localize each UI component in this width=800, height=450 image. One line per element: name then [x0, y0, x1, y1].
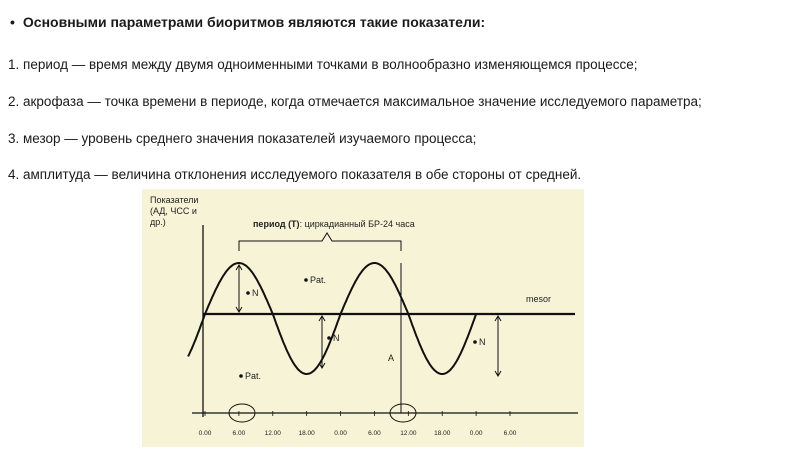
marker-pat-top-dot — [304, 278, 308, 282]
biorhythm-figure — [142, 189, 584, 447]
definition-acrophase: 2. акрофаза — точка времени в периоде, когда отмечается максимальное значение исследуемого параметра; — [8, 94, 702, 109]
x-tick-label: 0.00 — [469, 430, 483, 437]
y-axis-label-line-1: Показатели — [150, 195, 199, 205]
acrophase-label: A — [388, 353, 395, 363]
heading-bullet: • — [10, 14, 15, 30]
marker-n1-label: N — [252, 288, 259, 298]
heading — [10, 14, 485, 30]
period-label — [253, 219, 415, 229]
x-tick-label: 6.00 — [368, 430, 381, 437]
period-label-bold: период (Т) — [253, 219, 300, 229]
x-tick-label: 0.00 — [334, 430, 347, 437]
marker-n2-label: N — [333, 333, 340, 343]
marker-n1-dot — [246, 291, 250, 295]
x-tick-label: 18.00 — [434, 430, 451, 437]
y-axis-label-line-3: др.) — [150, 217, 166, 227]
biorhythm-chart — [142, 189, 584, 447]
marker-pat-bottom-label: Pat. — [245, 371, 262, 381]
heading-text: Основными параметрами биоритмов являются такие показатели: — [22, 14, 486, 30]
definition-period: 1. период — время между двумя одноименными точками в волнообразно изменяющемся процессе; — [8, 57, 638, 72]
mesor-label: mesor — [526, 294, 552, 304]
definition-amplitude: 4. амплитуда — величина отклонения исследуемого показателя в обе стороны от средней. — [8, 167, 582, 182]
marker-pat-bottom-dot — [239, 374, 243, 378]
x-tick-label: 0.00 — [198, 430, 212, 437]
x-tick-label: 12.00 — [264, 430, 281, 437]
definition-mesor: 3. мезор — уровень среднего значения показателей изучаемого процесса; — [8, 131, 477, 146]
marker-pat-top-label: Pat. — [310, 275, 327, 285]
y-axis-label-line-2: (АД, ЧСС и — [150, 206, 197, 216]
x-tick-label: 6.00 — [503, 430, 517, 437]
x-tick-label: 12.00 — [400, 430, 417, 437]
marker-n3-dot — [473, 340, 477, 344]
x-tick-label: 18.00 — [298, 430, 315, 437]
x-tick-label: 6.00 — [232, 430, 246, 437]
period-label-rest: : циркадианный БР-24 часа — [299, 219, 415, 229]
marker-n3-label: N — [479, 337, 486, 347]
